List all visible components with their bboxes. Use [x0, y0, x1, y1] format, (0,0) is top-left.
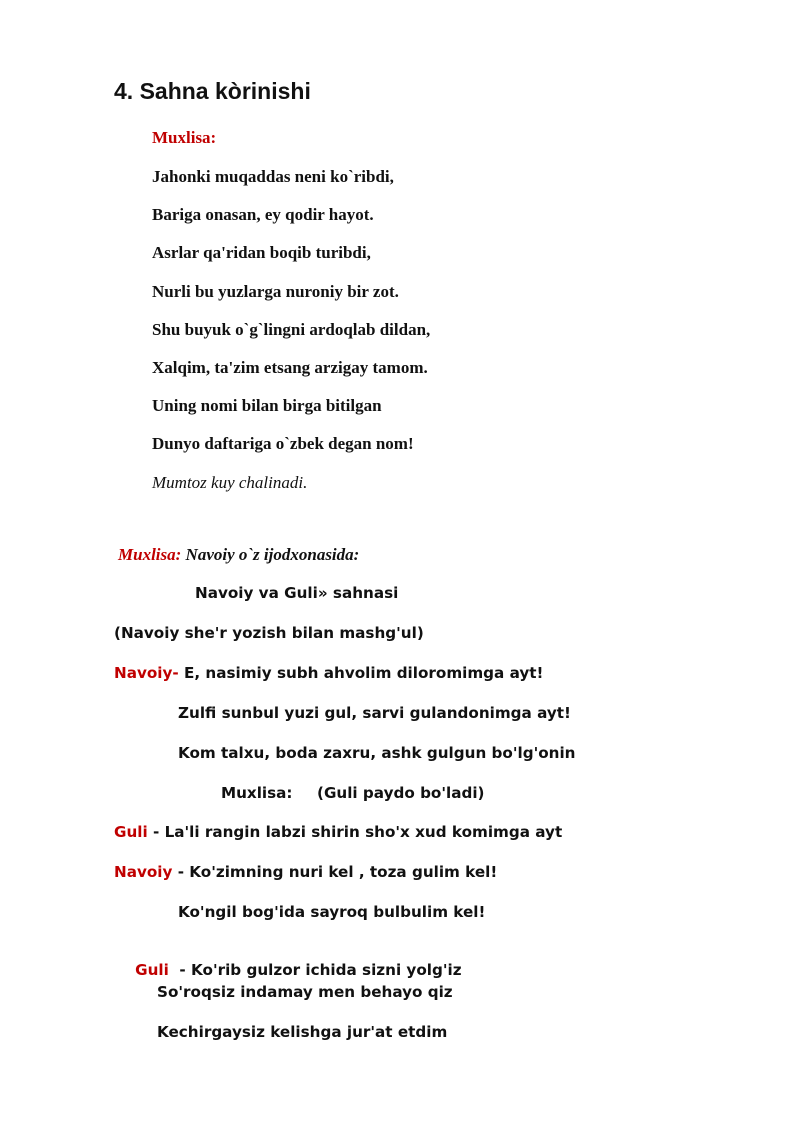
speaker-muxlisa: Muxlisa:: [152, 128, 217, 147]
speaker-navoiy: Navoiy: [114, 863, 173, 881]
speaker-guli: Guli: [114, 823, 148, 841]
stage-direction: (Navoiy she'r yozish bilan mashg'ul): [114, 624, 424, 642]
scene-intro-text: Navoiy o`z ijodxonasida:: [185, 545, 360, 564]
dialogue-line: Ko'ngil bog'ida sayroq bulbulim kel!: [178, 903, 486, 921]
poem-line: Xalqim, ta'zim etsang arzigay tamom.: [152, 358, 428, 377]
poem-line: Dunyo daftariga o`zbek degan nom!: [152, 434, 414, 453]
dialogue-text: - Ko'rib gulzor ichida sizni yolg'iz: [168, 961, 462, 979]
poem-line: Uning nomi bilan birga bitilgan: [152, 396, 382, 415]
poem-line: Asrlar qa'ridan boqib turibdi,: [152, 243, 371, 262]
speaker-navoiy: Navoiy-: [114, 664, 179, 682]
stage-direction: Mumtoz kuy chalinadi.: [152, 473, 308, 492]
poem-line: Bariga onasan, ey qodir hayot.: [152, 205, 374, 224]
dialogue-text: - Ko'zimning nuri kel , toza gulim kel!: [172, 863, 498, 881]
dialogue-text: - La'li rangin labzi shirin sho'x xud komimga ayt: [147, 823, 563, 841]
speaker-guli: Guli: [135, 961, 169, 979]
poem-line: Nurli bu yuzlarga nuroniy bir zot.: [152, 282, 399, 301]
speaker-muxlisa: Muxlisa:: [221, 784, 293, 802]
dialogue-line: [114, 823, 562, 841]
dialogue-line: [114, 863, 497, 881]
dialogue-line: Zulfi sunbul yuzi gul, sarvi gulandonimga ayt!: [178, 704, 571, 722]
dialogue-line: Kechirgaysiz kelishga jur'at etdim: [157, 1023, 448, 1041]
scene-intro: [118, 545, 359, 565]
dialogue-line: Kom talxu, boda zaxru, ashk gulgun bo'lg'onin: [178, 744, 576, 762]
dialogue-text: E, nasimiy subh ahvolim diloromimga ayt!: [178, 664, 544, 682]
dialogue-line: So'roqsiz indamay men behayo qiz: [157, 983, 453, 1001]
page-title: 4. Sahna kòrinishi: [114, 78, 311, 104]
poem-line: Shu buyuk o`g`lingni ardoqlab dildan,: [152, 320, 431, 339]
poem-line: Jahonki muqaddas neni ko`ribdi,: [152, 167, 394, 186]
dialogue-line: [114, 664, 543, 682]
scene-subtitle: Navoiy va Guli» sahnasi: [195, 584, 399, 602]
stage-direction: (Guli paydo bo'ladi): [317, 784, 485, 802]
speaker-muxlisa: Muxlisa:: [118, 545, 182, 564]
